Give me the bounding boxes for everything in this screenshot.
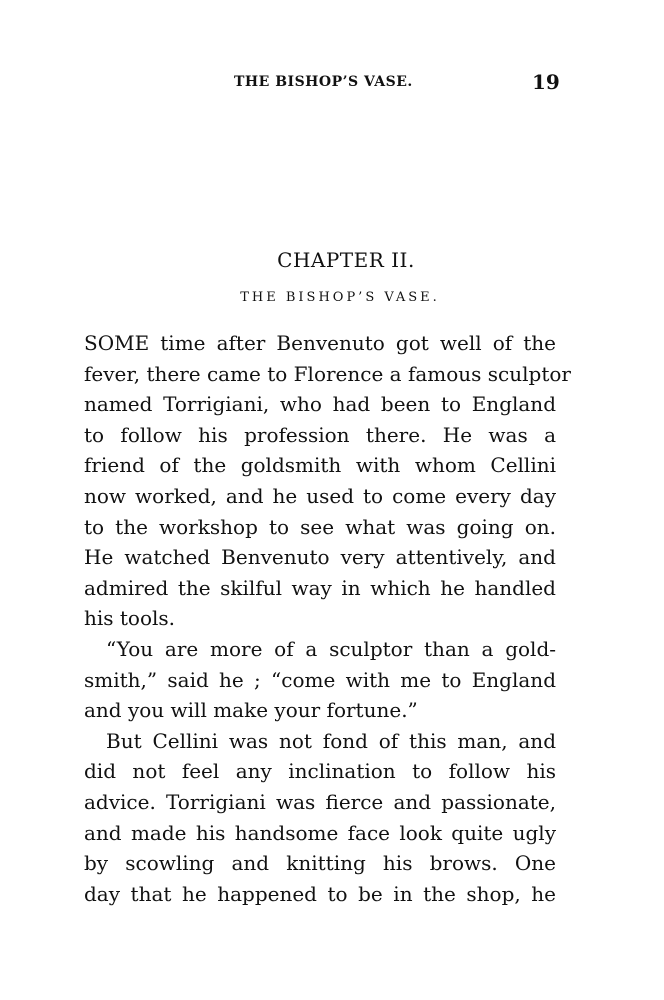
- text-line: smith,” said he ; “come with me to England: [84, 667, 556, 692]
- text-line: to the workshop to see what was going on.: [84, 514, 556, 539]
- text-line: named Torrigiani, who had been to England: [84, 392, 556, 417]
- text-line: He watched Benvenuto very attentively, and: [84, 545, 556, 570]
- text-line: and made his handsome face look quite ugly: [84, 820, 556, 845]
- chapter-subtitle: THE BISHOP’S VASE.: [240, 290, 440, 305]
- running-head: [0, 70, 664, 98]
- text-line: now worked, and he used to come every day: [84, 483, 556, 508]
- text-line: his tools.: [84, 606, 176, 631]
- text-line: SOME time after Benvenuto got well of the: [84, 331, 556, 355]
- text-line: and you will make your fortune.”: [84, 698, 418, 723]
- text-line: to follow his profession there. He was a: [84, 422, 556, 447]
- text-line: But Cellini was not fond of this man, and: [106, 728, 556, 753]
- text-line: friend of the goldsmith with whom Cellini: [84, 453, 556, 478]
- text-line: admired the skilful way in which he handled: [84, 575, 556, 600]
- running-title: THE BISHOP’S VASE.: [234, 74, 413, 90]
- text-line: “You are more of a sculptor than a gold-: [106, 636, 556, 661]
- text-line: day that he happened to be in the shop, he: [84, 881, 556, 906]
- chapter-title: CHAPTER II.: [277, 248, 415, 272]
- body-text: [84, 328, 571, 909]
- text-line: did not feel any inclination to follow his: [84, 759, 556, 784]
- text-line: fever, there came to Florence a famous sculptor: [84, 361, 571, 386]
- text-line: by scowling and knitting his brows. One: [84, 851, 556, 876]
- text-line: advice. Torrigiani was fierce and passionate,: [84, 789, 556, 814]
- page-number: 19: [532, 70, 560, 94]
